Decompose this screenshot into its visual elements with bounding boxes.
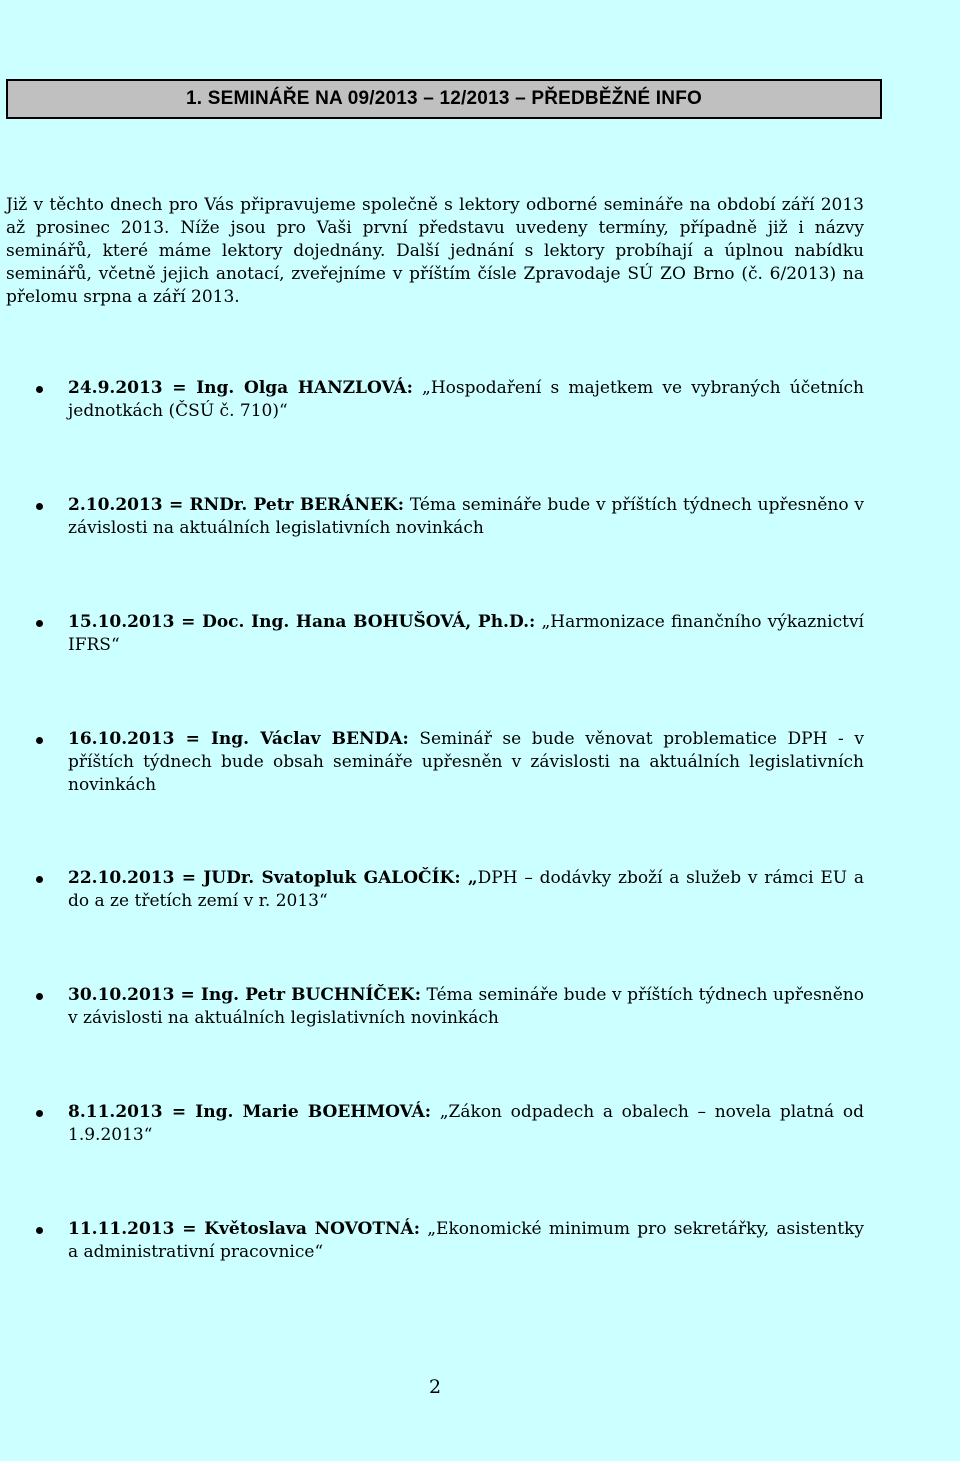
seminar-item [68, 728, 864, 797]
seminar-title: Téma semináře bude v příštích týdnech upřesněno v závislosti na aktuálních legislativních novinkách [68, 985, 864, 1028]
seminar-title: „Ekonomické minimum pro sekretářky, asistentky a administrativní pracovnice“ [68, 1219, 864, 1262]
section-heading-box [6, 79, 882, 119]
seminar-title: „Harmonizace finančního výkaznictví IFRS“ [68, 612, 864, 655]
page-number: 2 [428, 1376, 442, 1398]
seminar-date-lecturer: 22.10.2013 = JUDr. Svatopluk GALOČÍK: „ [68, 868, 478, 888]
bullet-icon [36, 620, 43, 627]
seminar-title: Seminář se bude věnovat problematice DPH - v příštích týdnech bude obsah semináře upřesněn v závislosti na aktuálních legislativních novinkách [68, 729, 865, 795]
seminar-title: „Hospodaření s majetkem ve vybraných účetních jednotkách (ČSÚ č. 710)“ [68, 378, 864, 421]
seminar-item [68, 1101, 864, 1147]
seminar-date-lecturer: 2.10.2013 = RNDr. Petr BERÁNEK: [68, 495, 405, 515]
seminar-item [68, 611, 864, 657]
seminar-date-lecturer: 11.11.2013 = Květoslava NOVOTNÁ: [68, 1219, 420, 1239]
seminar-title: Téma semináře bude v příštích týdnech upřesněno v závislosti na aktuálních legislativních novinkách [68, 495, 864, 538]
seminar-item [68, 867, 864, 913]
bullet-icon [36, 993, 43, 1000]
seminar-date-lecturer: 16.10.2013 = Ing. Václav BENDA: [68, 729, 409, 749]
bullet-icon [36, 503, 43, 510]
seminar-date-lecturer: 8.11.2013 = Ing. Marie BOEHMOVÁ: [68, 1102, 432, 1122]
seminar-item [68, 984, 864, 1030]
seminar-date-lecturer: 24.9.2013 = Ing. Olga HANZLOVÁ: [68, 378, 413, 398]
section-heading: 1. SEMINÁŘE NA 09/2013 – 12/2013 – PŘEDBĚŽNÉ INFO [186, 88, 702, 109]
intro-paragraph: Již v těchto dnech pro Vás připravujeme společně s lektory odborné semináře na období září 2013 až prosinec 2013. Níže jsou pro Vaši první představu uvedeny termíny, případně již i názvy seminářů, které máme lektory dojednány. Další jednání s lektory probíhají a úplnou nabídku seminářů, včetně jejich anotací, zveřejníme v příštím čísle Zpravodaje SÚ ZO Brno (č. 6/2013) na přelomu srpna a září 2013. [6, 195, 864, 307]
seminar-title: DPH – dodávky zboží a služeb v rámci EU a do a ze třetích zemí v r. 2013“ [68, 868, 864, 911]
bullet-icon [36, 1227, 43, 1234]
seminar-item [68, 377, 864, 423]
seminar-item [68, 494, 864, 540]
bullet-icon [36, 1110, 43, 1117]
seminar-date-lecturer: 30.10.2013 = Ing. Petr BUCHNÍČEK: [68, 985, 421, 1005]
seminar-date-lecturer: 15.10.2013 = Doc. Ing. Hana BOHUŠOVÁ, Ph.D.: [68, 612, 536, 632]
seminar-item [68, 1218, 864, 1264]
seminar-title: „Zákon odpadech a obalech – novela platná od 1.9.2013“ [68, 1102, 864, 1145]
bullet-icon [36, 876, 43, 883]
bullet-icon [36, 386, 43, 393]
bullet-icon [36, 737, 43, 744]
